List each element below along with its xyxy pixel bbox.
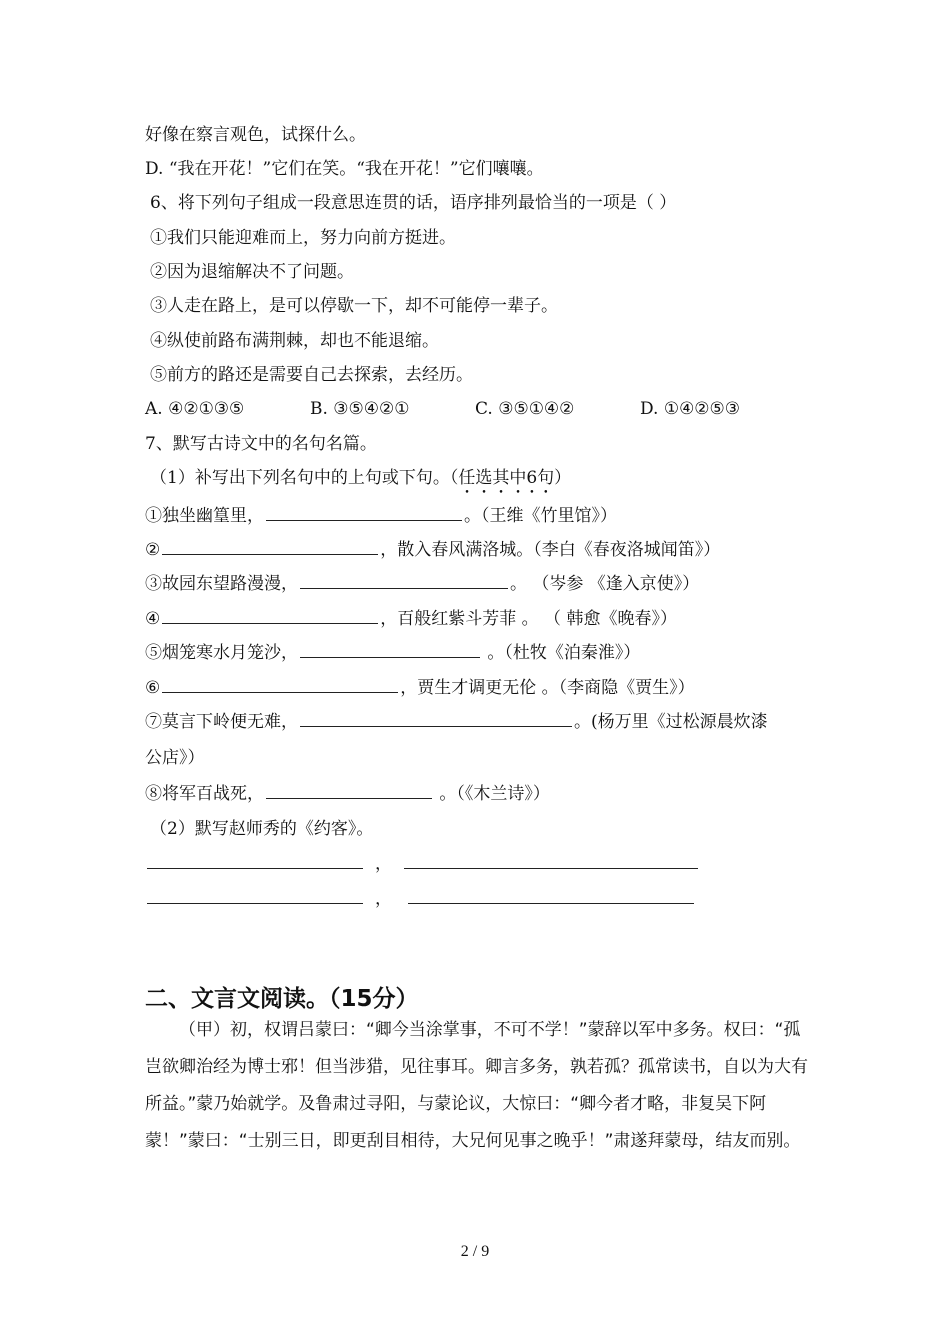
q7-item-1-source: 。（王维《竹里馆》） <box>464 506 617 526</box>
q7-item-3 <box>145 573 699 595</box>
q7-item-2-text: ② <box>145 540 161 560</box>
q7-item-5 <box>145 642 640 664</box>
q7-item-7-wrap: 公店》） <box>145 748 205 768</box>
q7-sub1-suffix: ） <box>554 468 572 488</box>
answer-blank[interactable] <box>266 784 432 799</box>
section-2-title: 二、文言文阅读。（15分） <box>145 986 419 1012</box>
q7-sub1-emphasis: 任选其中6句 <box>458 468 555 488</box>
answer-blank[interactable] <box>408 889 694 904</box>
q7-item-7-text: ⑦莫言下岭便无难， <box>145 712 298 732</box>
q7-item-4-source: ，百般红紫斗芳菲 。 （ 韩愈《晚春》） <box>380 609 677 629</box>
q7-item-2 <box>145 539 720 561</box>
q7-sub1-instruction <box>150 467 571 498</box>
poem-answer-line-1 <box>145 853 700 875</box>
q6-option-a: A. ④②①③⑤ <box>145 399 245 419</box>
q7-item-4-text: ④ <box>145 609 161 629</box>
q6-sentence-5: ⑤前方的路还是需要自己去探索，去经历。 <box>150 365 473 385</box>
page-number: 2 / 9 <box>460 1243 490 1260</box>
answer-blank[interactable] <box>300 643 480 658</box>
classical-passage: （甲）初，权谓吕蒙曰：“卿今当涂掌事，不可不学！”蒙辞以军中多务。权曰：“孤岂欲卿治经为博士邪！但当涉猎，见往事耳。卿言多务，孰若孤？孤常读书，自以为大有所益。”蒙乃始就学。及鲁肃过寻阳，与蒙论议，大惊曰：“卿今者才略，非复吴下阿蒙！”蒙曰：“士别三日，即更刮目相待，大兄何见事之晚乎！”肃遂拜蒙母，结友而别。 <box>145 1020 808 1151</box>
q6-option-c: C. ③⑤①④② <box>475 399 575 419</box>
comma: ， <box>375 889 392 909</box>
answer-blank[interactable] <box>147 889 363 904</box>
q6-option-b: B. ③⑤④②① <box>310 399 410 419</box>
q7-sub2-instruction: （2）默写赵师秀的《约客》。 <box>150 819 374 839</box>
poem-answer-line-2 <box>145 888 696 910</box>
q7-item-2-source: ，散入春风满洛城。（李白《春夜洛城闻笛》） <box>380 540 721 560</box>
q7-item-1 <box>145 505 617 527</box>
q7-item-5-source: 。（杜牧《泊秦淮》） <box>482 643 641 663</box>
comma: ， <box>375 854 392 874</box>
option-d-line: D. “我在开花！”它们在笑。“我在开花！”它们嚷嚷。 <box>145 159 544 179</box>
question-7-stem: 7、默写古诗文中的名句名篇。 <box>145 434 377 454</box>
q6-sentence-3: ③人走在路上，是可以停歇一下，却不可能停一辈子。 <box>150 296 558 316</box>
q7-item-6 <box>145 677 695 699</box>
q7-item-5-text: ⑤烟笼寒水月笼沙， <box>145 643 298 663</box>
q7-item-7-source: 。(杨万里《过松源晨炊漆 <box>574 712 768 732</box>
q6-sentence-1: ①我们只能迎难而上，努力向前方挺进。 <box>150 228 456 248</box>
q7-item-7 <box>145 711 768 733</box>
q7-item-1-text: ①独坐幽篁里， <box>145 506 264 526</box>
answer-blank[interactable] <box>300 712 572 727</box>
answer-blank[interactable] <box>162 609 378 624</box>
q7-item-3-source: 。 （岑参 《逢入京使》） <box>510 574 700 594</box>
q7-item-4 <box>145 608 677 630</box>
answer-blank[interactable] <box>147 854 363 869</box>
q6-option-d: D. ①④②⑤③ <box>640 399 741 419</box>
question-6-stem: 6、将下列句子组成一段意思连贯的话，语序排列最恰当的一项是（ ） <box>150 193 677 213</box>
q7-item-6-source: ，贾生才调更无伦 。（李商隐《贾生》） <box>400 678 695 698</box>
intro-line-1: 好像在察言观色，试探什么。 <box>145 125 366 145</box>
answer-blank[interactable] <box>300 574 508 589</box>
q6-options <box>145 398 740 420</box>
answer-blank[interactable] <box>162 540 378 555</box>
q7-sub1-prefix: （1）补写出下列名句中的上句或下句。（ <box>150 468 459 488</box>
answer-blank[interactable] <box>266 506 462 521</box>
q7-item-6-text: ⑥ <box>145 678 161 698</box>
q7-item-3-text: ③故园东望路漫漫， <box>145 574 298 594</box>
answer-blank[interactable] <box>162 678 398 693</box>
q7-item-8 <box>145 783 550 805</box>
q7-item-8-source: 。（《木兰诗》） <box>434 784 550 804</box>
q6-sentence-4: ④纵使前路布满荆棘，却也不能退缩。 <box>150 331 439 351</box>
q6-sentence-2: ②因为退缩解决不了问题。 <box>150 262 354 282</box>
q7-item-8-text: ⑧将军百战死， <box>145 784 264 804</box>
answer-blank[interactable] <box>404 854 698 869</box>
